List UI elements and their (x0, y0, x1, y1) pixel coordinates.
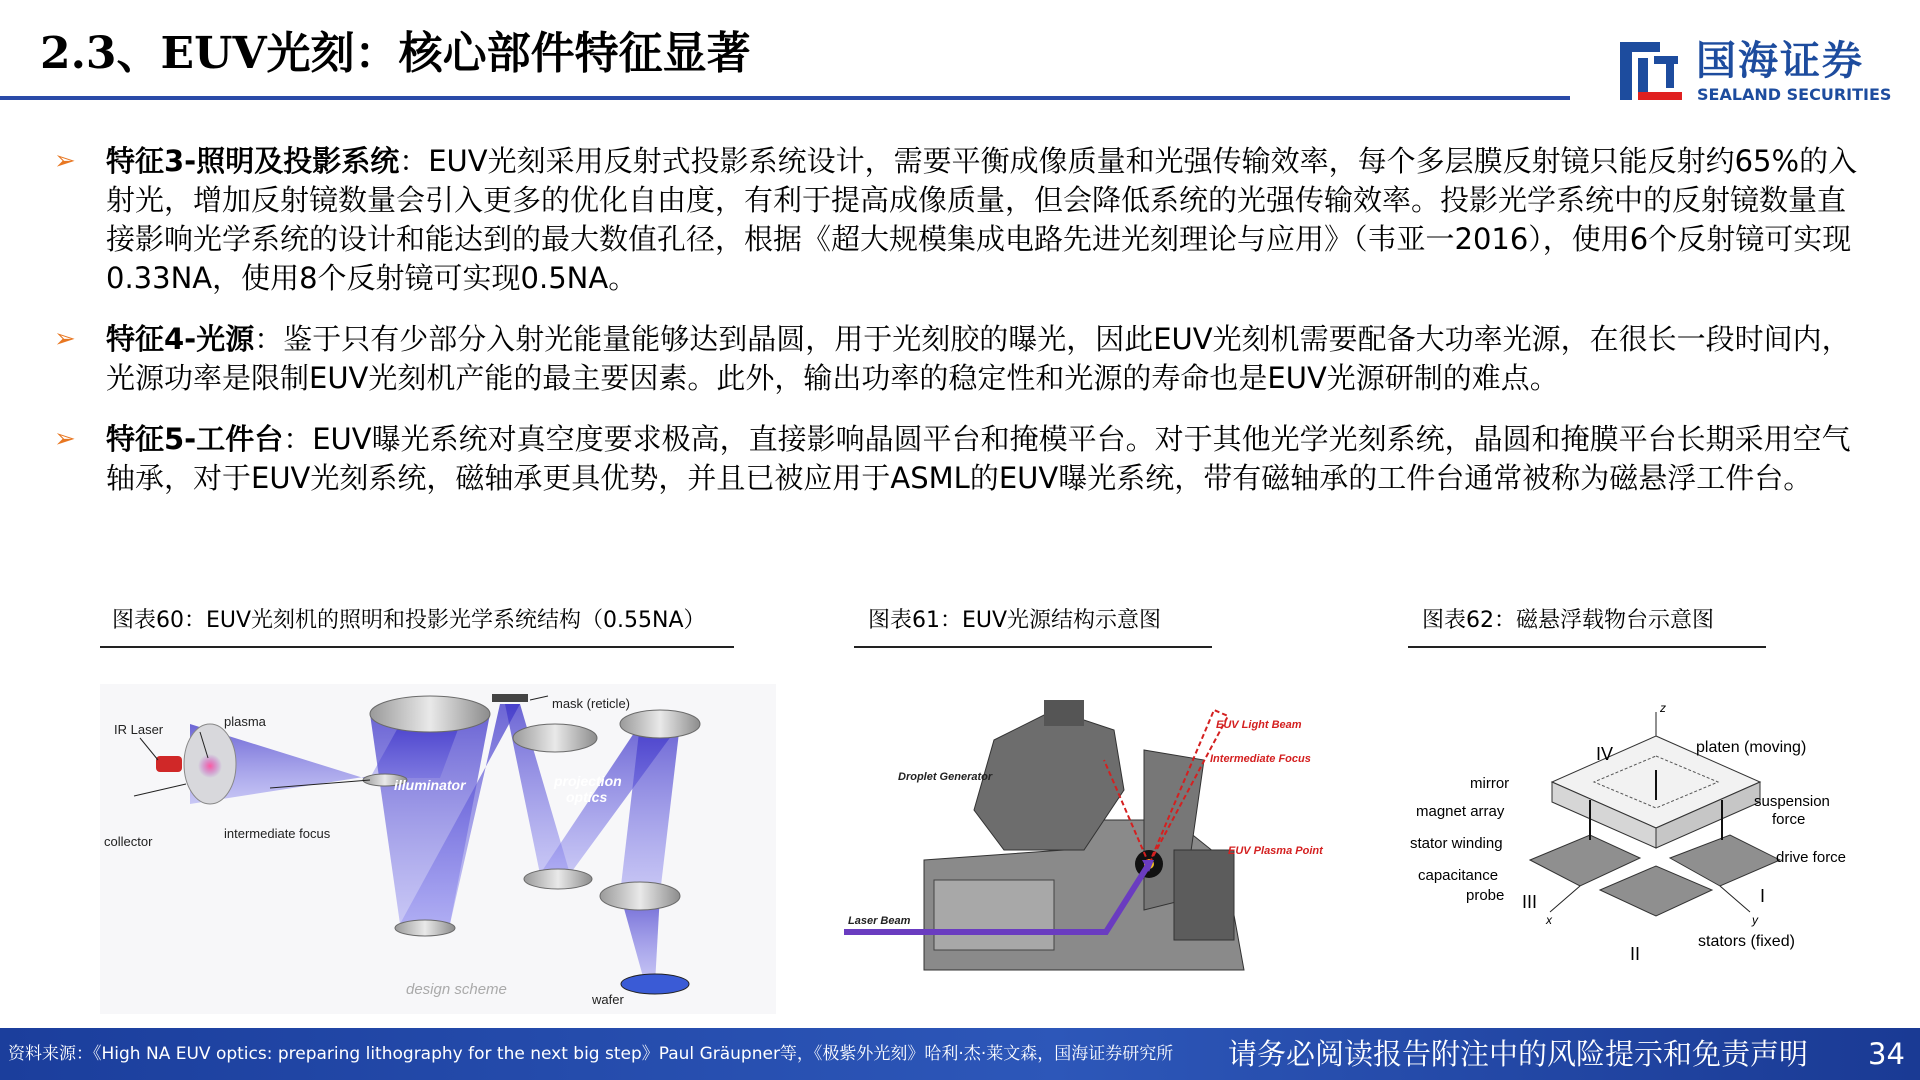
feature-item-3 (52, 142, 1872, 298)
label-mask: mask (reticle) (552, 696, 631, 711)
label-iv: IV (1596, 744, 1614, 764)
figure-61-source-diagram (844, 700, 1328, 984)
bullet-arrow-icon: ➢ (54, 324, 76, 354)
projection-mirror-3 (620, 710, 700, 738)
wafer-disc (621, 974, 689, 994)
droplet-generator-head (1044, 700, 1084, 726)
feature-list (52, 142, 1872, 520)
logo-english-name: SEALAND SECURITIES (1697, 85, 1892, 104)
feature-body: ：EUV光刻采用反射式投影系统设计，需要平衡成像质量和光强传输效率，每个多层膜反射镜只能反射约65%的入射光，增加反射镜数量会引入更多的优化自由度，有利于提高成像质量，但会降低系统的光强传输效率。投影光学系统中的反射镜数量直接影响光学系统的设计和能达到的最大数值孔径，根据《超大规模集成电路先进光刻理论与应用》（韦亚一2016），使用6个反射镜可实现0.33NA，使用8个反射镜可实现0.5NA。 (106, 144, 1858, 295)
right-module (1174, 850, 1234, 940)
projection-mirror-1 (513, 724, 597, 752)
label-projection: projection (554, 773, 622, 789)
label-ii: II (1630, 944, 1641, 964)
label-force: force (1772, 811, 1806, 828)
footer-bar (0, 1028, 1920, 1080)
page-title: 2.3、EUV光刻：核心部件特征显著 (40, 28, 751, 79)
lower-module (934, 880, 1054, 950)
label-x: x (1546, 913, 1552, 927)
label-laser-beam: Laser Beam (848, 915, 911, 927)
footer-source: 资料来源：《High NA EUV optics: preparing lithography for the next big step》Paul Gräupner等，《极紫外光刻》哈利·杰·莱文森，国海证券研究所 (8, 1044, 1174, 1064)
label-euv-plasma-point: EUV Plasma Point (1228, 845, 1323, 857)
figure-62-caption: 图表62：磁悬浮载物台示意图 (1422, 608, 1714, 633)
figure-62-rule (1408, 646, 1766, 648)
illuminator-mirror-1 (370, 696, 490, 732)
projection-mirror-2 (524, 869, 592, 889)
projection-mirror-4 (600, 882, 680, 910)
figure-60-caption: 图表60：EUV光刻机的照明和投影光学系统结构（0.55NA） (112, 608, 706, 633)
label-i: I (1760, 886, 1766, 906)
label-magnet-array: magnet array (1416, 803, 1505, 820)
label-stators: stators (fixed) (1698, 933, 1795, 950)
label-y: y (1752, 913, 1758, 927)
label-probe: probe (1466, 887, 1505, 904)
feature-lead: 特征5-工件台 (106, 422, 284, 456)
feature-lead: 特征4-光源 (106, 322, 255, 356)
feature-body: ：鉴于只有少部分入射光能量能够达到晶圆，用于光刻胶的曝光，因此EUV光刻机需要配备大功率光源，在很长一段时间内，光源功率是限制EUV光刻机产能的最主要因素。此外，输出功率的稳定性和光源的寿命也是EUV光源研制的难点。 (106, 322, 1851, 395)
feature-item-5 (52, 420, 1872, 498)
label-platen: platen (moving) (1696, 739, 1807, 756)
feature-item-4 (52, 320, 1872, 398)
ir-laser-head (156, 756, 182, 772)
label-intermediate-focus: intermediate focus (224, 826, 331, 841)
label-plasma: plasma (224, 714, 266, 729)
company-logo (1616, 36, 1892, 106)
label-design-scheme: design scheme (406, 981, 507, 998)
figure-61-caption: 图表61：EUV光源结构示意图 (868, 608, 1162, 633)
label-wafer: wafer (592, 992, 624, 1007)
page-number: 34 (1868, 1037, 1905, 1071)
label-stator-winding: stator winding (1410, 835, 1503, 852)
figure-62-maglev-diagram (1400, 690, 1847, 976)
footer-disclaimer: 请务必阅读报告附注中的风险提示和免责声明 (1228, 1037, 1809, 1071)
bullet-arrow-icon: ➢ (54, 146, 76, 176)
bullet-arrow-icon: ➢ (54, 424, 76, 454)
label-intermediate-focus: Intermediate Focus (1210, 753, 1311, 765)
figure-60-rule (100, 646, 734, 648)
plasma-glow (198, 754, 222, 778)
illuminator-mirror-2 (395, 920, 455, 936)
label-collector: collector (104, 834, 153, 849)
label-optics: optics (566, 789, 608, 805)
label-mirror: mirror (1470, 775, 1510, 792)
logo-chinese-name: 国海证券 (1696, 38, 1864, 84)
label-ir-laser: IR Laser (114, 722, 164, 737)
sealand-logo-icon (1616, 36, 1686, 106)
feature-body: ：EUV曝光系统对真空度要求极高，直接影响晶圆平台和掩模平台。对于其他光学光刻系统，晶圆和掩膜平台长期采用空气轴承，对于EUV光刻系统，磁轴承更具优势，并且已被应用于ASML的EUV曝光系统，带有磁轴承的工件台通常被称为磁悬浮工件台。 (106, 422, 1851, 495)
label-suspension: suspension (1754, 793, 1830, 810)
label-droplet-generator: Droplet Generator (898, 771, 993, 783)
label-iii: III (1522, 892, 1538, 912)
title-underline (0, 96, 1570, 100)
label-drive-force: drive force (1776, 849, 1847, 866)
label-capacitance: capacitance (1418, 867, 1499, 884)
figure-60-optics-diagram (100, 684, 776, 1014)
mask-reticle (492, 694, 528, 702)
label-euv-light-beam: EUV Light Beam (1216, 719, 1302, 731)
label-illuminator: illuminator (394, 777, 466, 793)
feature-lead: 特征3-照明及投影系统 (106, 144, 400, 178)
label-z: z (1660, 701, 1666, 715)
figure-61-rule (854, 646, 1212, 648)
